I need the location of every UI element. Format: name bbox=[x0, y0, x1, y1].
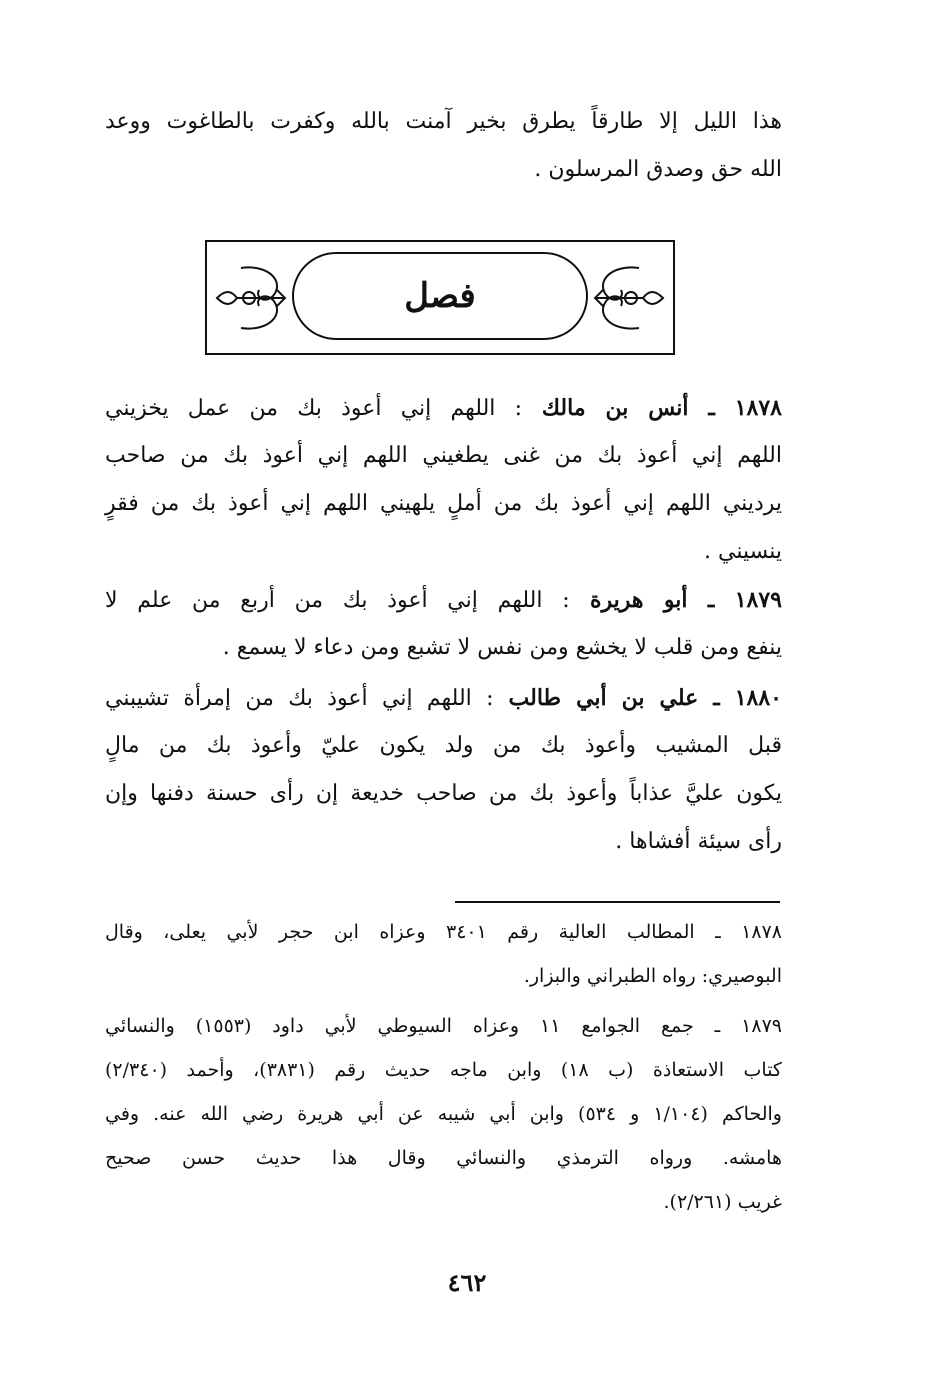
page-number: ٤٦٢ bbox=[447, 1268, 487, 1297]
text-line: والحاكم (١/١٠٤ و ٥٣٤) وابن أبي شيبه عن أبي هريرة رضي الله عنه. وفي bbox=[105, 1103, 782, 1125]
text-line: غريب (٢/٢٦١). bbox=[663, 1191, 782, 1213]
arabesque-ornament-icon bbox=[211, 260, 291, 336]
text-line: الله حق وصدق المرسلون . bbox=[534, 157, 782, 182]
hadith-narrator: ١٨٧٨ ـ أنس بن مالك bbox=[522, 395, 782, 421]
text-line: ١٨٧٩ ـ جمع الجوامع ١١ وعزاه السيوطي لأبي داود (١٥٥٣) والنسائي bbox=[105, 1015, 782, 1037]
text-line: هامشه. ورواه الترمذي والنسائي وقال هذا حديث حسن صحيح bbox=[105, 1147, 782, 1169]
text-line: رأى سيئة أفشاها . bbox=[615, 829, 782, 854]
footnote-1879 bbox=[105, 1004, 782, 1224]
heading-cartouche bbox=[292, 252, 588, 340]
text-line: البوصيري: رواه الطبراني والبزار. bbox=[523, 965, 782, 987]
section-heading: فصل bbox=[404, 276, 476, 316]
text-line: كتاب الاستعاذة (ب ١٨) وابن ماجه حديث رقم (٣٨٣١)، وأحمد (٢/٣٤٠) bbox=[105, 1059, 782, 1081]
hadith-1878 bbox=[105, 384, 782, 576]
text-line: ١٨٧٨ ـ المطالب العالية رقم ٣٤٠١ وعزاه ابن حجر لأبي يعلى، وقال bbox=[105, 921, 782, 943]
text-line: يرديني اللهم إني أعوذ بك من أملٍ يلهيني اللهم إني أعوذ بك من فقرٍ bbox=[105, 491, 782, 516]
text-line: ١٨٧٨ ـ أنس بن مالك : اللهم إني أعوذ بك من عمل يخزيني bbox=[105, 395, 782, 421]
arabesque-ornament-icon bbox=[589, 260, 669, 336]
hadith-1880 bbox=[105, 674, 782, 866]
text-line: هذا الليل إلا طارقاً يطرق بخير آمنت بالله وكفرت بالطاغوت ووعد bbox=[105, 109, 782, 134]
text-line: يكون عليَّ عذاباً وأعوذ بك من صاحب خديعة إن رأى حسنة دفنها وإن bbox=[105, 781, 782, 806]
text-line: ١٨٨٠ ـ علي بن أبي طالب : اللهم إني أعوذ بك من إمرأة تشيبني bbox=[105, 685, 782, 711]
text-line: قبل المشيب وأعوذ بك من ولد يكون عليّ وأعوذ بك من مالٍ bbox=[105, 733, 782, 758]
hadith-narrator: ١٨٨٠ ـ علي بن أبي طالب bbox=[493, 685, 782, 711]
footnote-separator bbox=[455, 901, 780, 903]
hadith-narrator: ١٨٧٩ ـ أبو هريرة bbox=[569, 587, 782, 613]
footnote-1878 bbox=[105, 910, 782, 998]
text-line: اللهم إني أعوذ بك من غنى يطغيني اللهم إني أعوذ بك من صاحب bbox=[105, 443, 782, 468]
text-line: ينسيني . bbox=[704, 539, 782, 564]
section-heading-frame bbox=[205, 240, 675, 355]
text-line: ينفع ومن قلب لا يخشع ومن نفس لا تشبع ومن دعاء لا يسمع . bbox=[222, 635, 782, 660]
text-line: ١٨٧٩ ـ أبو هريرة : اللهم إني أعوذ بك من أربع من علم لا bbox=[105, 587, 782, 613]
hadith-1879 bbox=[105, 576, 782, 672]
intro-paragraph bbox=[105, 98, 782, 194]
